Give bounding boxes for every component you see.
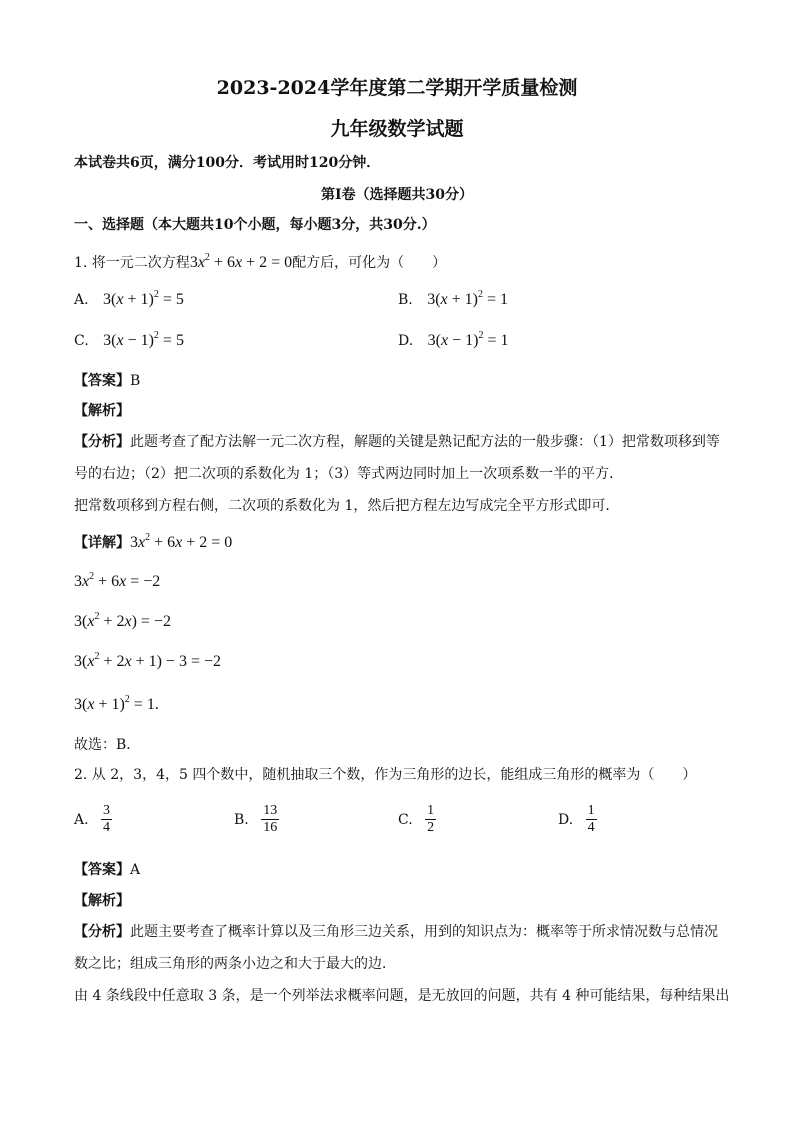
option-label: B.: [234, 811, 249, 828]
q1-option-a-expr: $3(x + 1)^2 = 5$: [103, 289, 184, 308]
numerator: 1: [587, 803, 595, 818]
q2-option-a[interactable]: [74, 803, 112, 836]
question-1-stem: [74, 252, 446, 272]
option-label: A.: [74, 811, 89, 828]
question-2-stem: 2. 从 2，3，4，5 四个数中，随机抽取三个数，作为三角形的边长，能组成三角形的概率为（ ）: [74, 767, 697, 783]
option-label: C.: [398, 811, 413, 828]
q2-option-a-fraction: [101, 803, 112, 836]
option-label: D.: [558, 811, 574, 828]
q1-option-d[interactable]: [398, 332, 508, 350]
q1-option-b-expr: $3(x + 1)^2 = 1$: [427, 289, 509, 308]
q1-option-c[interactable]: [74, 332, 184, 350]
answer-value: A: [130, 862, 141, 878]
q1-option-d-expr: $3(x - 1)^2 = 1$: [427, 330, 509, 349]
q2-analysis-tag: 【解析】: [74, 893, 130, 909]
option-label: B.: [398, 292, 413, 308]
q1-equation: $3x^2 + 6x + 2 = 0$: [189, 252, 293, 271]
q1-step-2: $3x^2 + 6x = -2$: [74, 571, 161, 590]
answer-tag: 【答案】: [74, 862, 130, 878]
option-label: C.: [74, 333, 89, 349]
q1-fenxi-line-2: 号的右边；（2）把二次项的系数化为 1；（3）等式两边同时加上一次项系数一半的平方．: [74, 466, 624, 482]
numerator: 3: [103, 803, 111, 818]
q1-choose: 故选：B．: [74, 737, 141, 753]
q2-option-d[interactable]: [558, 803, 597, 836]
denominator: 4: [103, 820, 111, 835]
q1-step-3: $3(x^2 + 2x) = -2$: [74, 611, 171, 630]
numerator: 1: [427, 803, 435, 818]
numerator: 13: [263, 803, 278, 818]
q1-option-b[interactable]: [398, 291, 508, 309]
q2-fenxi-line-2: 数之比；组成三角形的两条小边之和大于最大的边．: [74, 956, 396, 972]
q1-fenxi-line-1: [74, 431, 720, 451]
page-title: 2023-2024学年度第二学期开学质量检测: [216, 77, 578, 99]
q1-analysis-tag: 【解析】: [74, 403, 130, 419]
page-subtitle: 九年级数学试题: [330, 118, 464, 140]
q1-option-a[interactable]: [74, 291, 184, 309]
detail-tag: 【详解】: [74, 535, 130, 551]
q2-option-b[interactable]: [234, 803, 279, 836]
option-label: D.: [398, 333, 414, 349]
q2-fenxi-line-3: 由 4 条线段中任意取 3 条，是一个列举法求概率问题，是无放回的问题，共有 4 种可能结果，每种结果出: [74, 988, 730, 1004]
answer-tag: 【答案】: [74, 373, 130, 389]
q1-step-4: $3(x^2 + 2x + 1) - 3 = -2$: [74, 651, 221, 670]
exam-intro: 本试卷共6页，满分100分．考试用时120分钟．: [74, 155, 381, 171]
section-heading: 一、选择题（本大题共10个小题，每小题3分，共30分.）: [74, 217, 436, 233]
q1-option-c-expr: $3(x - 1)^2 = 5$: [103, 330, 184, 349]
q2-option-c[interactable]: [398, 803, 436, 836]
denominator: 2: [427, 820, 435, 835]
q2-answer: [74, 859, 140, 879]
q2-option-c-fraction: [425, 803, 436, 836]
volume-heading: 第Ⅰ卷（选择题共30分）: [320, 187, 474, 203]
fenxi-tag: 【分析】: [74, 434, 130, 450]
answer-value: B: [130, 373, 141, 389]
fenxi-tag: 【分析】: [74, 924, 130, 940]
q1-fenxi-line-3: 把常数项移到方程右侧，二次项的系数化为 1，然后把方程左边写成完全平方形式即可．: [74, 498, 620, 514]
q1-stem-pre: 1. 将一元二次方程: [74, 255, 190, 271]
option-label: A.: [74, 292, 89, 308]
q1-step-5: $3(x + 1)^2 = 1$.: [74, 694, 159, 713]
q2-option-d-fraction: [586, 803, 597, 836]
q1-detail-line: [74, 532, 232, 552]
q1-step-1: $3x^2 + 6x + 2 = 0$: [130, 532, 233, 551]
fenxi-text: 此题主要考查了概率计算以及三角形三边关系，用到的知识点为：概率等于所求情况数与总情况: [130, 924, 718, 940]
q1-answer: [74, 370, 140, 390]
q2-fenxi-line-1: [74, 921, 718, 941]
q1-stem-post: 配方后，可化为（ ）: [292, 255, 447, 271]
fenxi-text: 此题考查了配方法解一元二次方程，解题的关键是熟记配方法的一般步骤：（1）把常数项移到等: [130, 434, 720, 450]
denominator: 4: [587, 820, 595, 835]
denominator: 16: [263, 820, 278, 835]
q2-option-b-fraction: [261, 803, 279, 836]
